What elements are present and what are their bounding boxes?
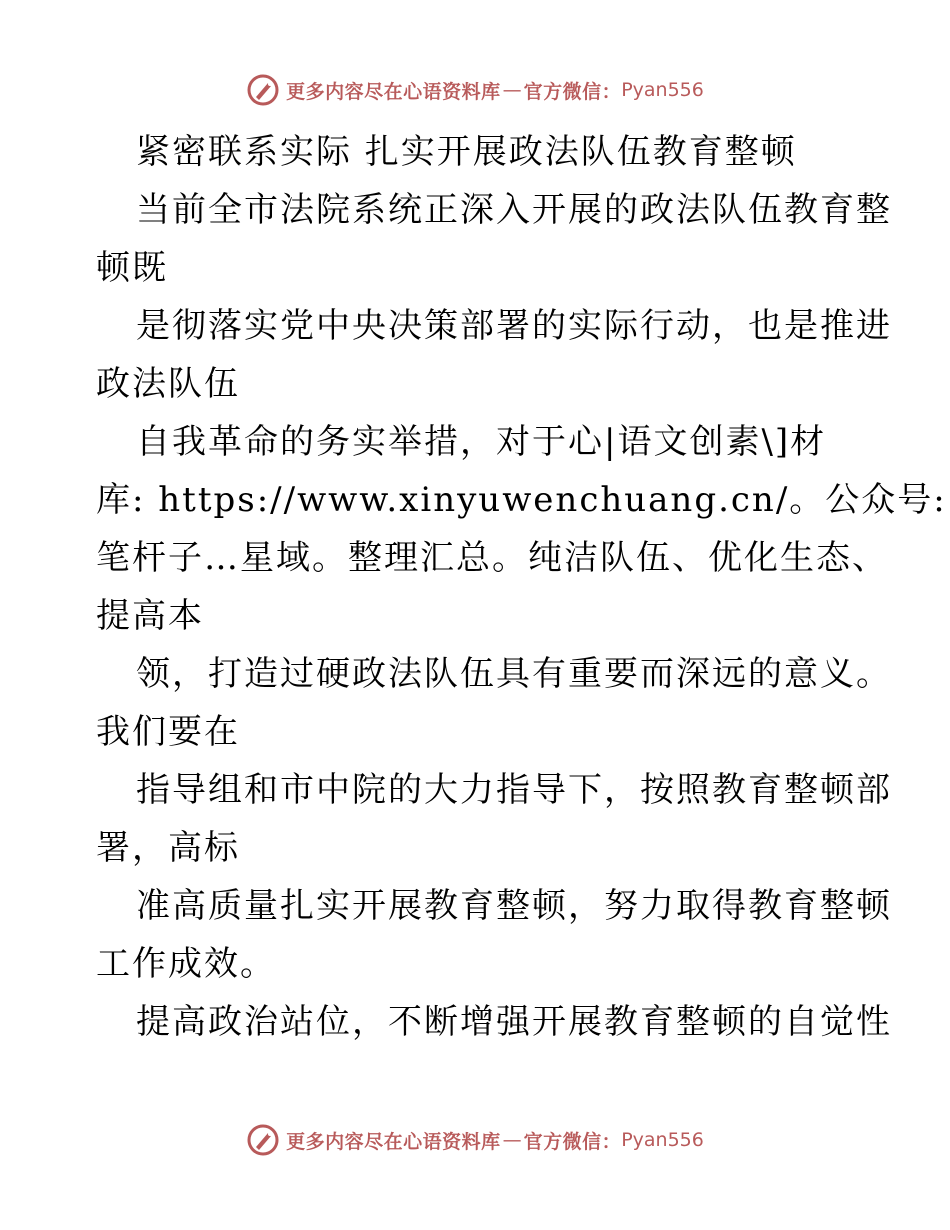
text-line: 提高本 [96, 596, 204, 636]
footer-watermark [0, 1120, 950, 1160]
watermark-text: 更多内容尽在心语资料库 [286, 1130, 501, 1153]
text-line: 当前全市法院系统正深入开展的政法队伍教育整 [136, 190, 892, 230]
text-line: 领，打造过硬政法队伍具有重要而深远的意义。 [136, 654, 892, 694]
text-line: 政法队伍 [96, 364, 240, 404]
text-line: 工作成效。 [96, 944, 276, 984]
text-line: 顿既 [96, 248, 168, 288]
text-line: 提高政治站位，不断增强开展教育整顿的自觉性 [136, 1002, 892, 1042]
text-line: 我们要在 [96, 712, 240, 752]
pen-logo-icon [246, 1123, 280, 1157]
watermark-separator: — [502, 1129, 522, 1151]
text-line: 自我革命的务实举措，对于心|语文创素\]材 [136, 422, 827, 462]
text-line: 指导组和市中院的大力指导下，按照教育整顿部 [136, 770, 892, 810]
watermark-wechat-label: 官方微信： [523, 1130, 622, 1153]
watermark-text: 更多内容尽在心语资料库 [286, 80, 501, 103]
watermark-separator: — [502, 79, 522, 101]
pen-logo-icon [246, 73, 280, 107]
text-line: 署，高标 [96, 828, 240, 868]
watermark-wechat-label: 官方微信： [523, 80, 622, 103]
text-line: 是彻落实党中央决策部署的实际行动，也是推进 [136, 306, 892, 346]
document-title: 紧密联系实际 扎实开展政法队伍教育整顿 [136, 132, 797, 172]
header-watermark [0, 70, 950, 110]
watermark-handle: Pyan556 [621, 1129, 704, 1151]
text-line: 笔杆子…星域。整理汇总。纯洁队伍、优化生态、 [96, 538, 888, 578]
watermark-handle: Pyan556 [621, 79, 704, 101]
text-line: 准高质量扎实开展教育整顿，努力取得教育整顿 [136, 886, 892, 926]
document-body [96, 123, 947, 1051]
text-line: 库: https://www.xinyuwenchuang.cn/。公众号: [96, 480, 947, 520]
